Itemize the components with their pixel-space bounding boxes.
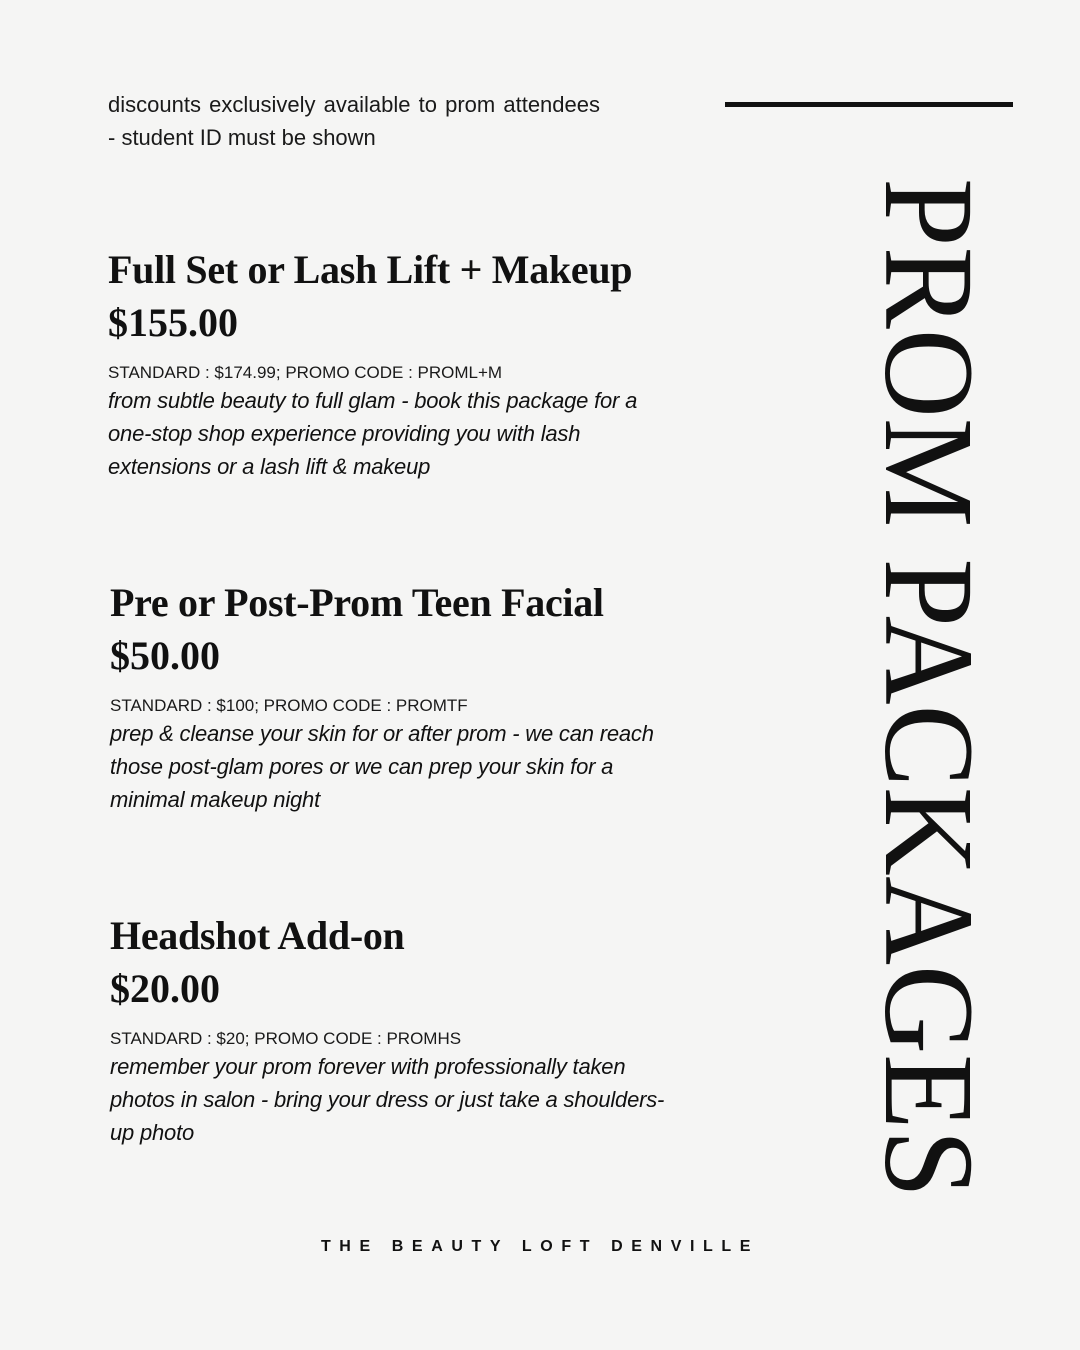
package-description: remember your prom forever with professionally taken photos in salon - bring your dress or just take a shoulders-up photo (110, 1054, 665, 1145)
package-price: $155.00 (108, 300, 238, 345)
package-description: from subtle beauty to full glam - book this package for a one-stop shop experience providing you with lash extensions or a lash lift & makeup (108, 388, 638, 479)
intro-text: discounts exclusively available to prom attendees - student ID must be shown (108, 92, 600, 150)
package-price: $50.00 (110, 633, 220, 678)
package-card (110, 577, 710, 816)
package-standard-promo: STANDARD : $100; PROMO CODE : PROMTF (110, 696, 468, 715)
package-description: prep & cleanse your skin for or after prom - we can reach those post-glam pores or we can prep your skin for a minimal makeup night (110, 721, 654, 812)
package-title: Headshot Add-on (110, 913, 405, 958)
vertical-title-text: PROM PACKAGES (858, 178, 1000, 1237)
package-card (110, 910, 710, 1149)
package-card (108, 244, 708, 483)
package-price: $20.00 (110, 966, 220, 1011)
package-title: Full Set or Lash Lift + Makeup (108, 247, 633, 292)
package-standard-promo: STANDARD : $174.99; PROMO CODE : PROML+M (108, 363, 503, 382)
vertical-title-svg (858, 178, 1000, 1237)
package-standard-promo: STANDARD : $20; PROMO CODE : PROMHS (110, 1029, 462, 1048)
vertical-title (858, 178, 1000, 1237)
package-title: Pre or Post-Prom Teen Facial (110, 580, 604, 625)
footer-brand: THE BEAUTY LOFT DENVILLE (320, 1238, 760, 1255)
top-divider (725, 102, 1013, 107)
